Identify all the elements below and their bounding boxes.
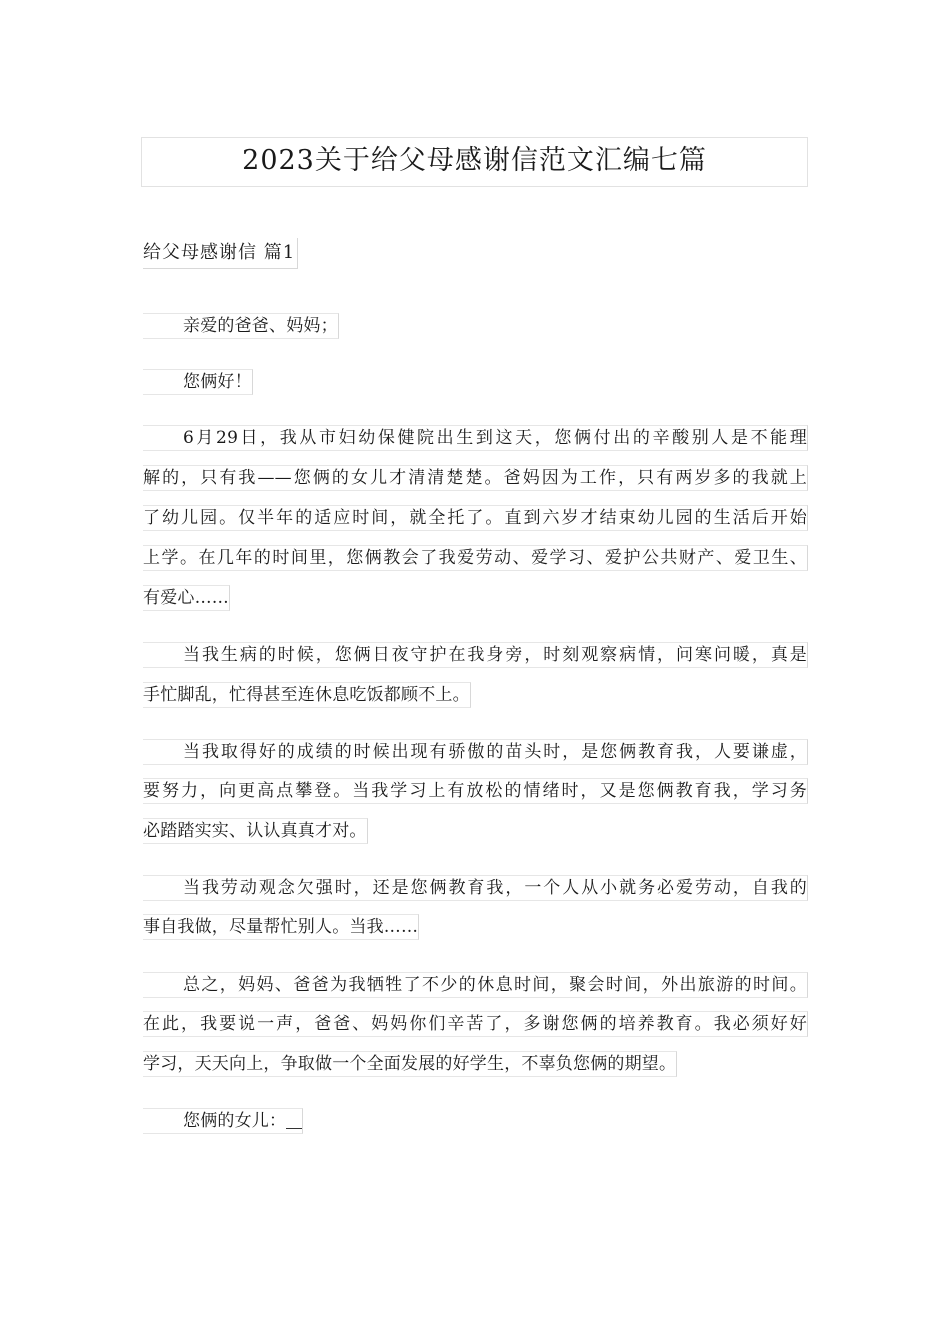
text-line-salutation: 您俩好！	[143, 369, 253, 395]
text-line: 了幼儿园。仅半年的适应时间，就全托了。直到六岁才结束幼儿园的生活后开始	[143, 505, 808, 531]
text-line: 解的，只有我——您俩的女儿才清清楚楚。爸妈因为工作，只有两岁多的我就上	[143, 465, 808, 491]
text-line: 要努力，向更高点攀登。当我学习上有放松的情绪时，又是您俩教育我，学习务	[143, 778, 808, 804]
text-line: 当我生病的时候，您俩日夜守护在我身旁，时刻观察病情，问寒问暖，真是	[143, 642, 808, 668]
text-line: 有爱心……	[143, 585, 230, 611]
document-title: 2023关于给父母感谢信范文汇编七篇	[141, 137, 808, 187]
text-line: 在此，我要说一声，爸爸、妈妈你们辛苦了，多谢您俩的培养教育。我必须好好	[143, 1011, 808, 1037]
text-line: 上学。在几年的时间里，您俩教会了我爱劳动、爱学习、爱护公共财产、爱卫生、	[143, 545, 808, 571]
text-line: 必踏踏实实、认认真真才对。	[143, 818, 368, 844]
text-line: 手忙脚乱，忙得甚至连休息吃饭都顾不上。	[143, 682, 471, 708]
text-line: 当我取得好的成绩的时候出现有骄傲的苗头时，是您俩教育我，人要谦虚，	[143, 739, 808, 765]
section-heading: 给父母感谢信 篇1	[143, 238, 298, 269]
signature-line	[143, 1108, 303, 1134]
signature-blank	[286, 1110, 302, 1129]
text-line: 6月29日，我从市妇幼保健院出生到这天，您俩付出的辛酸别人是不能理	[143, 425, 808, 451]
text-line: 事自我做，尽量帮忙别人。当我……	[143, 914, 419, 940]
text-line: 当我劳动观念欠强时，还是您俩教育我，一个人从小就务必爱劳动，自我的	[143, 875, 808, 901]
signature-label: 您俩的女儿：	[183, 1111, 287, 1131]
text-line: 学习，天天向上，争取做一个全面发展的好学生，不辜负您俩的期望。	[143, 1051, 677, 1077]
text-line: 总之，妈妈、爸爸为我牺牲了不少的休息时间，聚会时间，外出旅游的时间。	[143, 972, 808, 998]
text-line-greeting: 亲爱的爸爸、妈妈；	[143, 313, 339, 339]
